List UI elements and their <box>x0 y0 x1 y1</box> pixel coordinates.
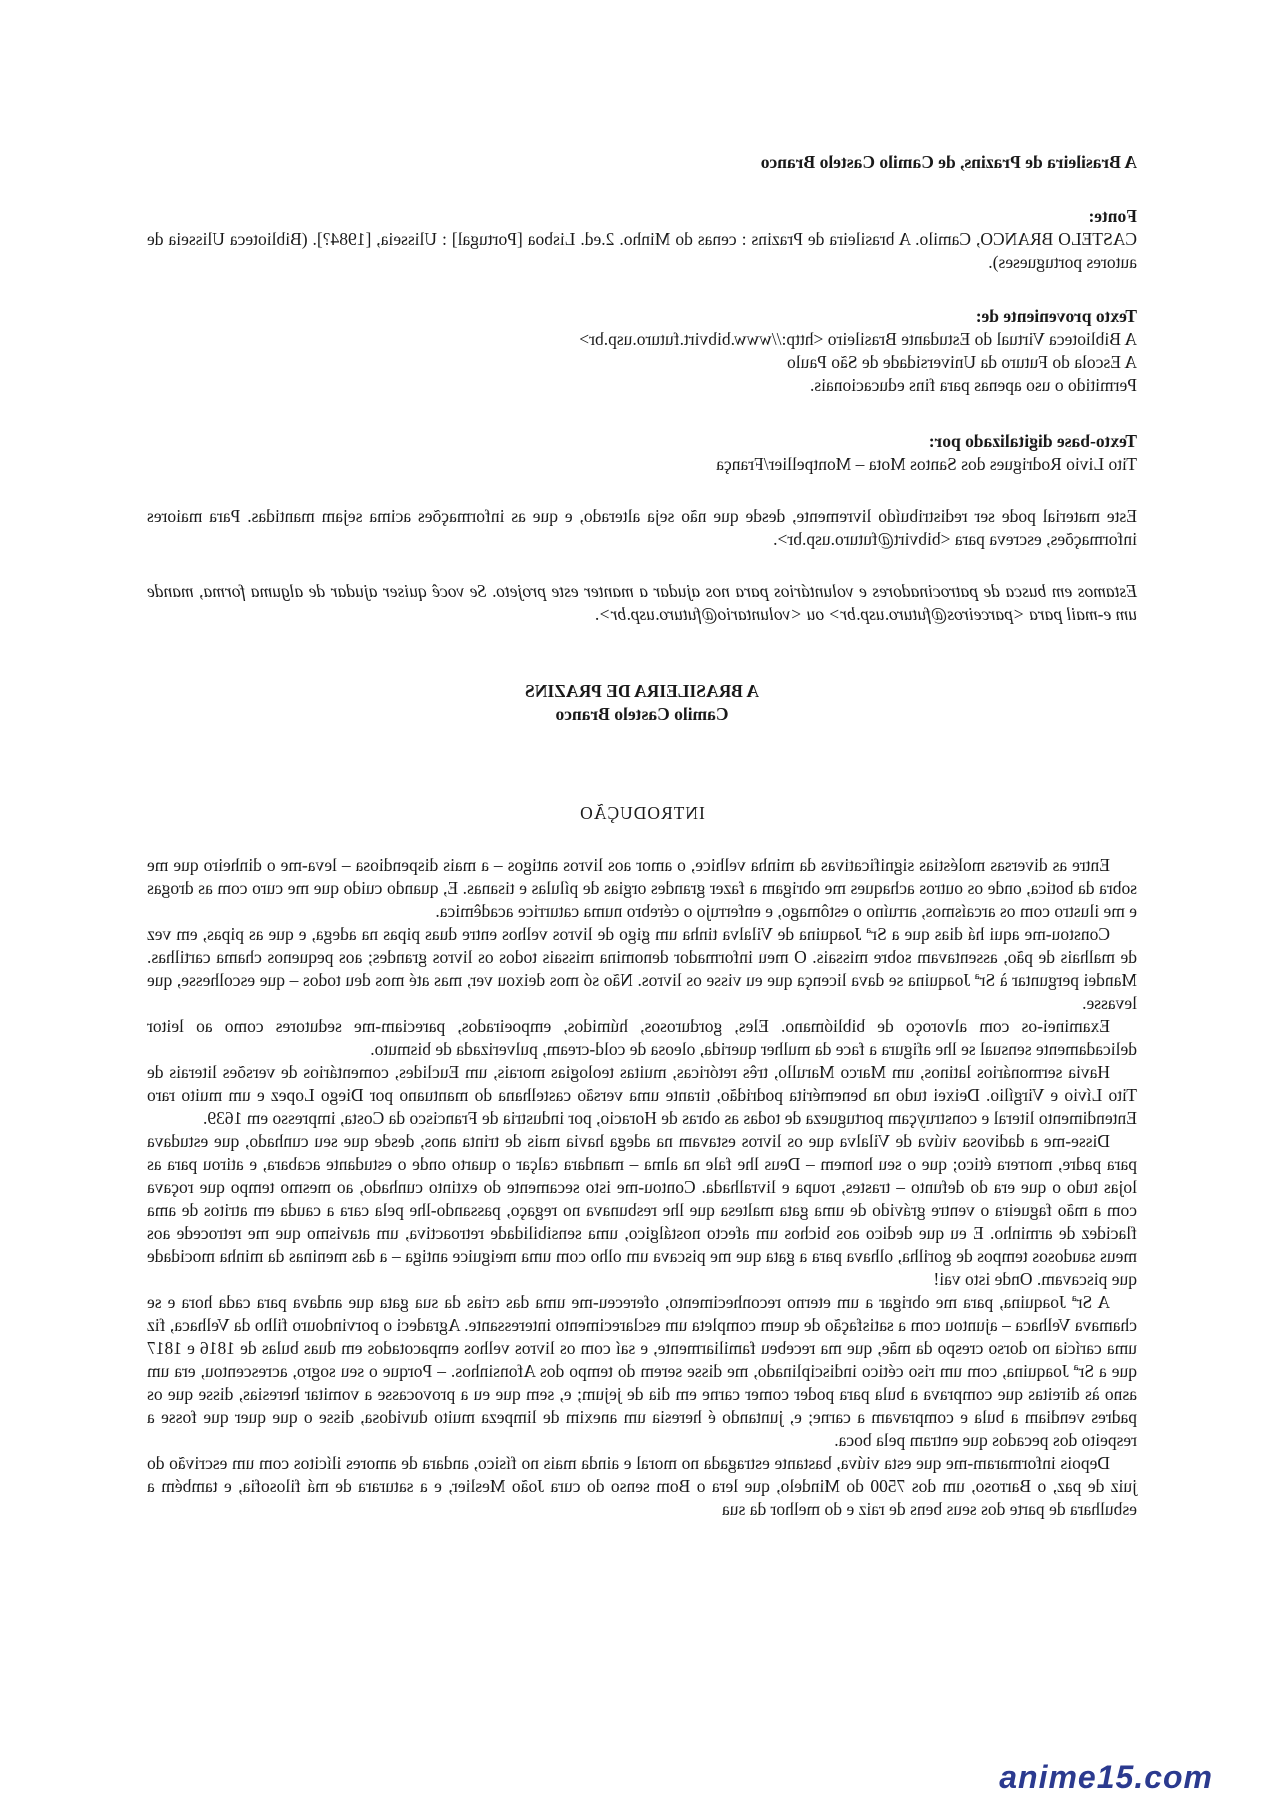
section-heading: INTRODUÇÃO <box>579 803 705 823</box>
provenance-line: A Escola do Futuro da Universidade de São Paulo <box>787 352 1137 372</box>
license-notice: Este material pode ser redistribuído livremente, desde que não seja alterado, e que as informações acima sejam mantidas. Para maiores informações, escreva para <bibvirt@futuro.usp.br>. <box>147 506 1137 549</box>
sponsor-notice: Estamos em busca de patrocinadores e voluntários para nos ajudar a manter este projeto. Se você quiser ajudar de alguma forma, mande um e-mail para <parceiros@futuro.usp.br> ou <voluntario@futuro.usp.br>. <box>147 581 1137 624</box>
provenance-block <box>147 305 1137 397</box>
body-paragraph: Disse-me a dadivosa viúva de Vilalva que os livros estavam na adega havia mais de trinta anos, desde que seu cunhado, que estudava para padre, morrera ético; que o seu homem – Deus lhe fale na alma – mandara calçar o quarto onde o estudante acabara, e atirou para as lojas tudo o que era do defunto – trastes, roupa e livralhada. Contou-me isto secamente do extinto cunhado, ao mesmo tempo que roçava com a mão fagueira o ventre grávido de uma gata maltesa que lhe resbunava no regaço, passando-lhe pela cara a cauda em atritos de ama flacidez de arminho. E eu que dedico aos bichos um afecto nostálgico, uma sensibilidade retroactiva, um atavismo que me retrocede aos meus saudosos tempos de gorilha, olhava para a gata que me piscava um olho com uma meiguice antiga – a das meninas da minha mocidade que piscavam. Onde isto vai! <box>147 1131 1137 1289</box>
digitizer-block <box>147 430 1137 476</box>
body-paragraph: Constou-me aqui há dias que a Srª Joaquina de Vilalva tinha um gigo de livros velhos entre duas pipas na adega, e que as pipas, em vez de malhais de pão, assentavam sobre missais. O meu informador denomina missais todos os livros grandes; aos pequenos chama cartilhas. Mandei perguntar à Srª Joaquina se dava licença que eu visse os livros. Não só mos deixou ver, mas até mos deu todos – que escolhesse, que levasse. <box>147 924 1137 1013</box>
source-label: Fonte: <box>1088 206 1137 226</box>
body-paragraph: A Srª Joaquina, para me obrigar a um eterno reconhecimento, ofereceu-me uma das crias da sua gata que andava para cada hora e se chamava Velhaca – ajuntou com a satisfação de quem completa um esclarecimento interessante. Agradeci o porvindouro filho da Velhaca, fiz uma carícia no dorso crespo da mãe, que ma recebeu familiarmente, e saí com os livros velhos empacotados em duas bulas de 1816 e 1817 que a Srª Joaquina, com um riso cético indisciplinado, me disse serem do tempo dos Afonsinhos. – Porque o seu sogro, acrescentou, era um asno às direitas que comprava a bula para poder comer carne em dia de jejum; e, sem que eu a provocasse a vomitar heresias, disse que os padres vendiam a bula e compravam a carne; e, juntando é heresia um anexim de limpeza muito duvidosa, disse o que quer que fosse a respeito dos pecados que entram pela boca. <box>147 1292 1137 1450</box>
body-text <box>147 854 1137 1521</box>
body-paragraph: Entre as diversas moléstias significativas da minha velhice, o amor aos livros antigos – a mais dispendiosa – leva-me o dinheiro que me sobra da botica, onde os outros achaques me obrigam a fazer grandes orgias de pílulas e tisanas. E, quando cuido que me curo com as drogas e me ilustro com os arcaísmos, arruíno o estômago, e enferrujo o cérebro numa caturrice acadêmica. <box>147 855 1137 921</box>
provenance-line: A Biblioteca Virtual do Estudante Brasileiro <http://www.bibvirt.futuro.usp.br> <box>579 329 1137 349</box>
digitizer-label: Texto-base digitalizado por: <box>928 431 1137 451</box>
document-header-title: A Brasileira de Prazins, de Camilo Castelo Branco <box>760 152 1137 172</box>
site-watermark: anime15.com <box>999 1759 1213 1795</box>
body-paragraph: Depois informaram-me que esta viúva, bastante estragada no moral e ainda mais no físico, andara de amores ilícitos com um escrivão do juiz de paz, o Barroso, um dos 7500 do Mindelo, que lera o Bom senso do cura João Meslier, e a saturara de má filosofia, e também a esbulhara de parte dos seus bens de raiz e do melhor da sua <box>147 1453 1137 1519</box>
digitizer-line: Tito Livio Rodrigues dos Santos Mota – Montpellier/França <box>716 454 1137 474</box>
body-paragraph: Havia sermonários latinos, um Marco Marullo, três retóricas, muitas teologias morais, um Euclides, comentários de versões literais de Tito Lívio e Virgílio. Deixei tudo na benemérita podridão, tirante uma versão castelhana do mantuano por Diego Lopez e um muito raro Entendimento literal e construyçam portugueza de todas as obras de Horacio, por industria de Francisco da Costa, impresso em 1639. <box>147 1062 1137 1128</box>
source-block <box>147 205 1137 274</box>
book-title: A BRASILEIRA DE PRAZINS <box>525 681 759 701</box>
book-author: Camilo Castelo Branco <box>555 704 729 724</box>
provenance-line: Permitido o uso apenas para fins educacionais. <box>809 375 1137 395</box>
provenance-label: Texto proveniente de: <box>975 306 1137 326</box>
source-text: CASTELO BRANCO, Camilo. A brasileira de Prazins : cenas do Minho. 2.ed. Lisboa [Portugal] : Ulisseia, [1984?]. (Biblioteca Ulisseia de autores portugueses). <box>147 229 1137 272</box>
body-paragraph: Examinei-os com alvoroço de bibliómano. Eles, gordurosos, húmidos, empoeirados, pareciam-me sedutores como ao leitor delicadamente sensual se lhe afigura a face da mulher querida, oleosa de cold-cream, pulverizada de bismuto. <box>147 1016 1137 1059</box>
